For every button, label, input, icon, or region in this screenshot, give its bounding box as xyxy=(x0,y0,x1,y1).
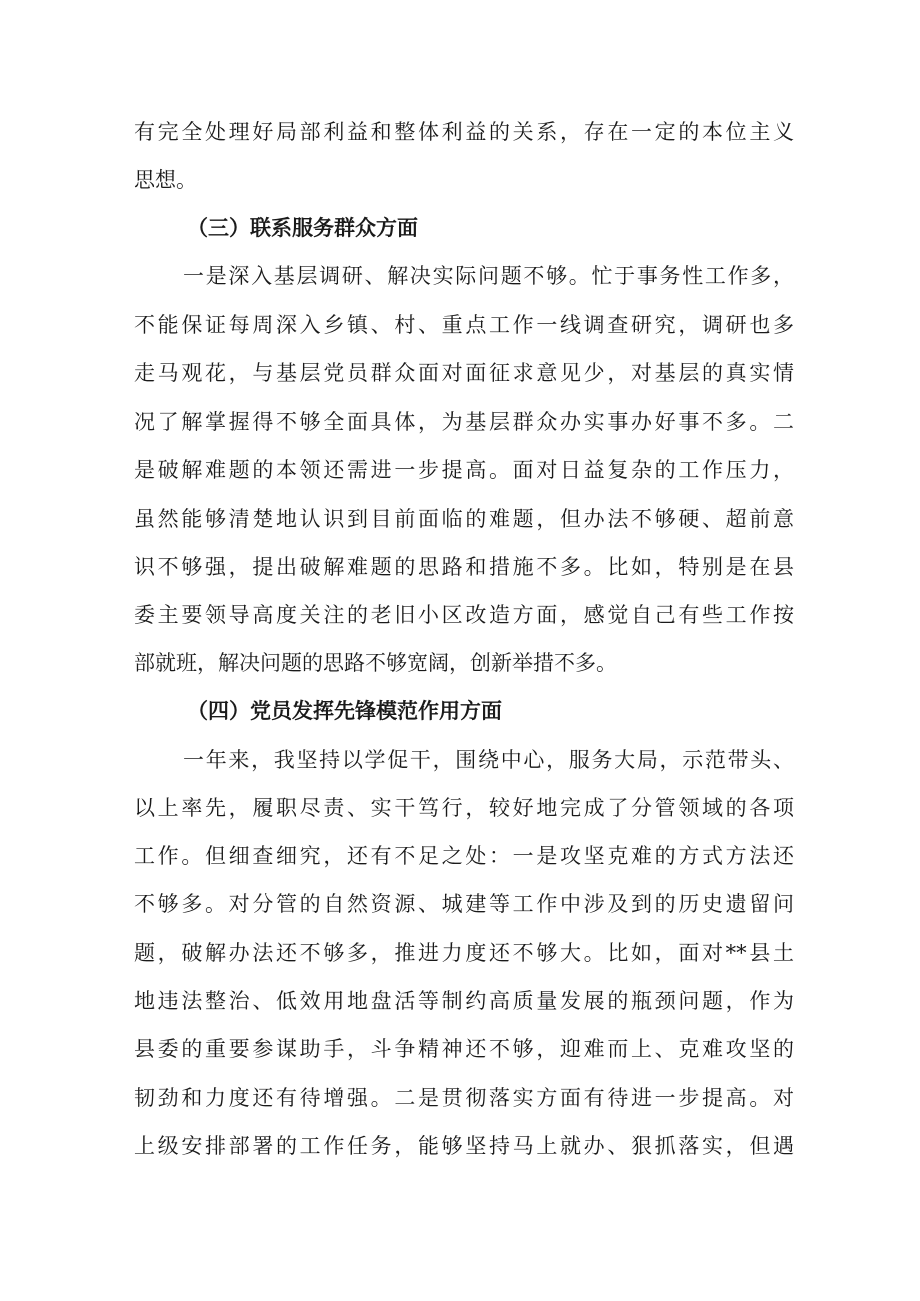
text-line: 地违法整治、低效用地盘活等制约高质量发展的瓶颈问题，作为 xyxy=(134,989,794,1013)
text-line: 韧劲和力度还有待增强。二是贯彻落实方面有待进一步提高。对 xyxy=(134,1086,794,1110)
section-heading-4: （四）党员发挥先锋模范作用方面 xyxy=(187,699,502,723)
text-line: 况了解掌握得不够全面具体，为基层群众办实事办好事不多。二 xyxy=(134,410,794,434)
text-line: 以上率先，履职尽责、实干笃行，较好地完成了分管领域的各项 xyxy=(134,796,794,820)
text-line: 上级安排部署的工作任务，能够坚持马上就办、狠抓落实，但遇 xyxy=(134,1134,794,1158)
text-line: 部就班，解决问题的思路不够宽阔，创新举措不多。 xyxy=(134,651,617,675)
text-line: 委主要领导高度关注的老旧小区改造方面，感觉自己有些工作按 xyxy=(134,603,794,627)
text-line: 题，破解办法还不够多，推进力度还不够大。比如，面对**县土 xyxy=(134,941,794,965)
text-line: 是破解难题的本领还需进一步提高。面对日益复杂的工作压力， xyxy=(134,458,794,482)
text-line: 走马观花，与基层党员群众面对面征求意见少，对基层的真实情 xyxy=(134,361,794,385)
text-line: 一是深入基层调研、解决实际问题不够。忙于事务性工作多， xyxy=(183,264,794,288)
text-line: 一年来，我坚持以学促干，围绕中心，服务大局，示范带头、 xyxy=(183,748,794,772)
text-line: 不能保证每周深入乡镇、村、重点工作一线调查研究，调研也多 xyxy=(134,313,794,337)
text-line: 有完全处理好局部利益和整体利益的关系，存在一定的本位主义 xyxy=(134,120,794,144)
text-line: 虽然能够清楚地认识到目前面临的难题，但办法不够硬、超前意 xyxy=(134,507,794,531)
section-heading-3: （三）联系服务群众方面 xyxy=(187,216,418,240)
text-line: 县委的重要参谋助手，斗争精神还不够，迎难而上、克难攻坚的 xyxy=(134,1037,794,1061)
text-line: 不够多。对分管的自然资源、城建等工作中涉及到的历史遗留问 xyxy=(134,892,794,916)
text-line: 思想。 xyxy=(134,168,197,192)
text-line: 识不够强，提出破解难题的思路和措施不多。比如，特别是在县 xyxy=(134,555,794,579)
text-line: 工作。但细查细究，还有不足之处：一是攻坚克难的方式方法还 xyxy=(134,844,794,868)
